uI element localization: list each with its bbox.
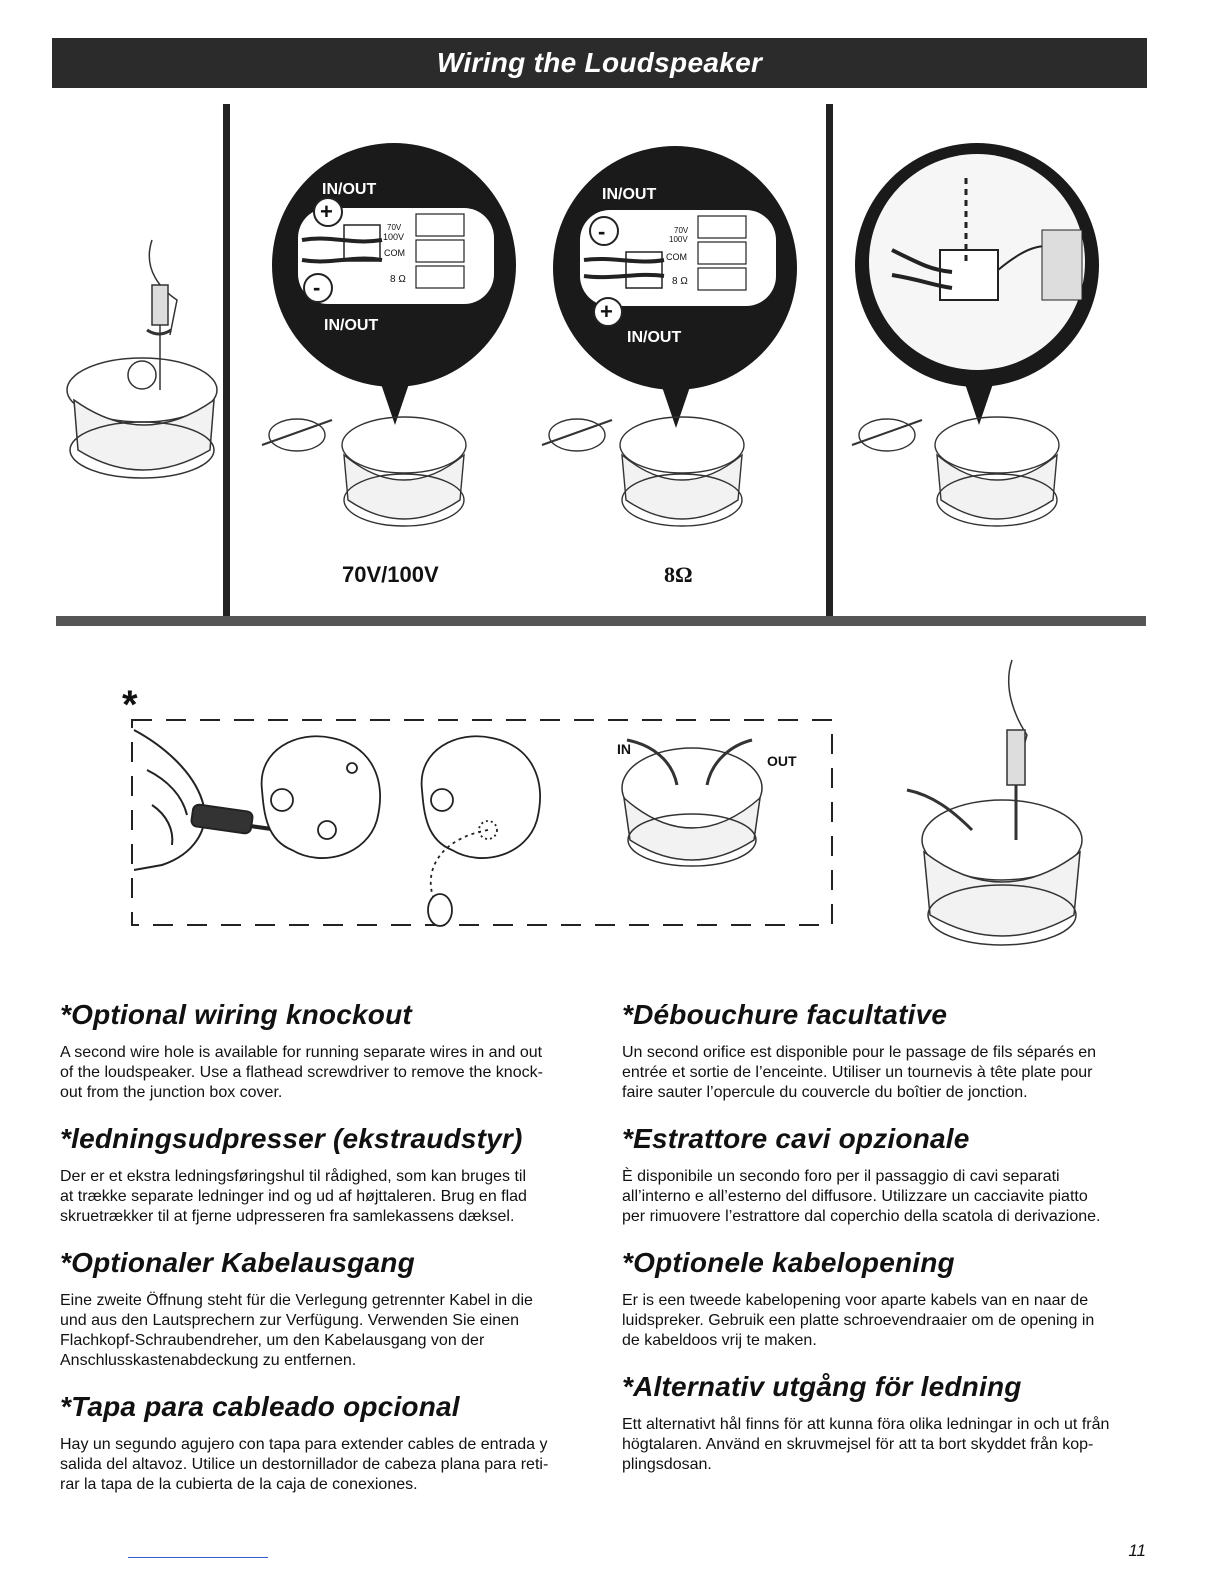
bubble2-tap-100v: 100V <box>669 235 688 244</box>
bubble1-tap-8ohm: 8 Ω <box>390 274 406 285</box>
page-number: 11 <box>1128 1541 1146 1560</box>
speaker-screwdriver-right <box>907 660 1082 945</box>
footer-rule <box>128 1557 268 1558</box>
bubble1-tap-70v: 70V <box>387 223 402 232</box>
bubble1-minus: - <box>313 275 321 300</box>
page-title-bar <box>52 38 1147 88</box>
bubble1-tap-com: COM <box>384 248 405 258</box>
section-body: È disponibile un secondo foro per il passaggio di cavi separati all’interno e all’esterno del diffusore. Utilizzare un cacciavite piatto per rimuovere l’estrattore dal coperchio della scatola di derivazione. <box>622 1168 1101 1225</box>
speaker-in-out <box>622 740 762 866</box>
wiring-bubble-8ohm <box>553 146 797 428</box>
section-optionaler-kabelausgang <box>60 1243 590 1371</box>
speaker-illustrations <box>262 417 1059 526</box>
terminal-closeup-bubble <box>855 143 1099 425</box>
panel-divider-right <box>826 104 833 622</box>
section-heading: *Estrattore cavi opzionale <box>622 1123 970 1154</box>
out-label: OUT <box>767 753 797 769</box>
section-heading: *Tapa para cableado opcional <box>60 1391 460 1422</box>
junction-cover-1 <box>262 736 380 858</box>
section-alternativ-utgang <box>622 1367 1152 1475</box>
section-ledningsudpresser <box>60 1119 590 1227</box>
section-optionele-kabelopening <box>622 1243 1152 1351</box>
bottom-band <box>56 616 1146 626</box>
section-debouchure-facultative <box>622 995 1152 1103</box>
page-title: Wiring the Loudspeaker <box>436 47 763 78</box>
bubble2-tap-70v: 70V <box>674 226 689 235</box>
section-body: Ett alternativt hål finns för att kunna föra olika ledningar in och ut från högtalaren. Använd en skruvmejsel för att ta bort skyddet från kop- plingsdosan. <box>622 1416 1110 1473</box>
section-body: A second wire hole is available for running separate wires in and out of the loudspeaker. Use a flathead screwdriver to remove the knock- out from the junction box cover. <box>60 1044 543 1101</box>
section-heading: *Optionaler Kabelausgang <box>60 1247 415 1278</box>
bubble2-tap-8ohm: 8 Ω <box>672 276 688 287</box>
text-column-left <box>60 995 590 1511</box>
section-heading: *ledningsudpresser (ekstraudstyr) <box>60 1123 523 1154</box>
bubble2-minus: - <box>598 219 606 244</box>
bubble2-inout-top: IN/OUT <box>602 186 657 203</box>
section-body: Hay un segundo agujero con tapa para extender cables de entrada y salida del altavoz. Utilice un destornillador de cabeza plana para reti- rar la tapa de la cubierta de la caja de conexiones. <box>60 1436 549 1493</box>
bubble2-inout-bottom: IN/OUT <box>627 329 682 346</box>
section-heading: *Alternativ utgång för ledning <box>622 1371 1022 1402</box>
bubble1-inout-bottom: IN/OUT <box>324 317 379 334</box>
section-heading: *Débouchure facultative <box>622 999 948 1030</box>
section-estrattore-cavi <box>622 1119 1152 1227</box>
section-body: Un second orifice est disponible pour le passage de fils séparés en entrée et sortie de l’enceinte. Utiliser un tournevis à tête plate pour faire sauter l’opercule du couvercle du boîtier de jonction. <box>622 1044 1097 1101</box>
panel-screwdriver-speaker <box>67 240 217 478</box>
bubble2-plus: + <box>600 299 613 324</box>
section-tapa-para-cableado <box>60 1387 590 1495</box>
bubble2-tap-com: COM <box>666 252 687 262</box>
bubble1-inout-top: IN/OUT <box>322 181 377 198</box>
wiring-figure <box>52 100 1147 630</box>
in-label: IN <box>617 741 631 757</box>
knockout-figure <box>52 640 1147 980</box>
section-body: Er is een tweede kabelopening voor aparte kabels van en naar de luidspreker. Gebruik een platte schroevendraaier om de opening in de kabeldoos vrij te maken. <box>622 1292 1095 1349</box>
text-column-right <box>622 995 1152 1491</box>
knockout-asterisk: * <box>122 683 138 727</box>
label-8ohm: 8Ω <box>664 562 693 587</box>
section-body: Eine zweite Öffnung steht für die Verlegung getrennter Kabel in die und aus den Lautsprechern zur Verfügung. Verwenden Sie einen Flachkopf-Schraubendreher, um den Kabelausgang von der Anschlusskastenabdeckung zu entfernen. <box>60 1292 533 1369</box>
bubble1-tap-100v: 100V <box>383 232 405 242</box>
junction-cover-2 <box>422 736 540 926</box>
section-heading: *Optional wiring knockout <box>60 999 412 1030</box>
panel-divider-left <box>223 104 230 622</box>
section-heading: *Optionele kabelopening <box>622 1247 955 1278</box>
label-70v100v: 70V/100V <box>342 562 439 587</box>
section-body: Der er et ekstra ledningsføringshul til rådighed, som kan bruges til at trække separate ledninger ind og ud af højttaleren. Brug en flad skruetrækker til at fjerne udpresseren fra samlekassens dæksel. <box>60 1168 527 1225</box>
section-optional-wiring-knockout <box>60 995 590 1103</box>
bubble1-plus: + <box>320 199 333 224</box>
